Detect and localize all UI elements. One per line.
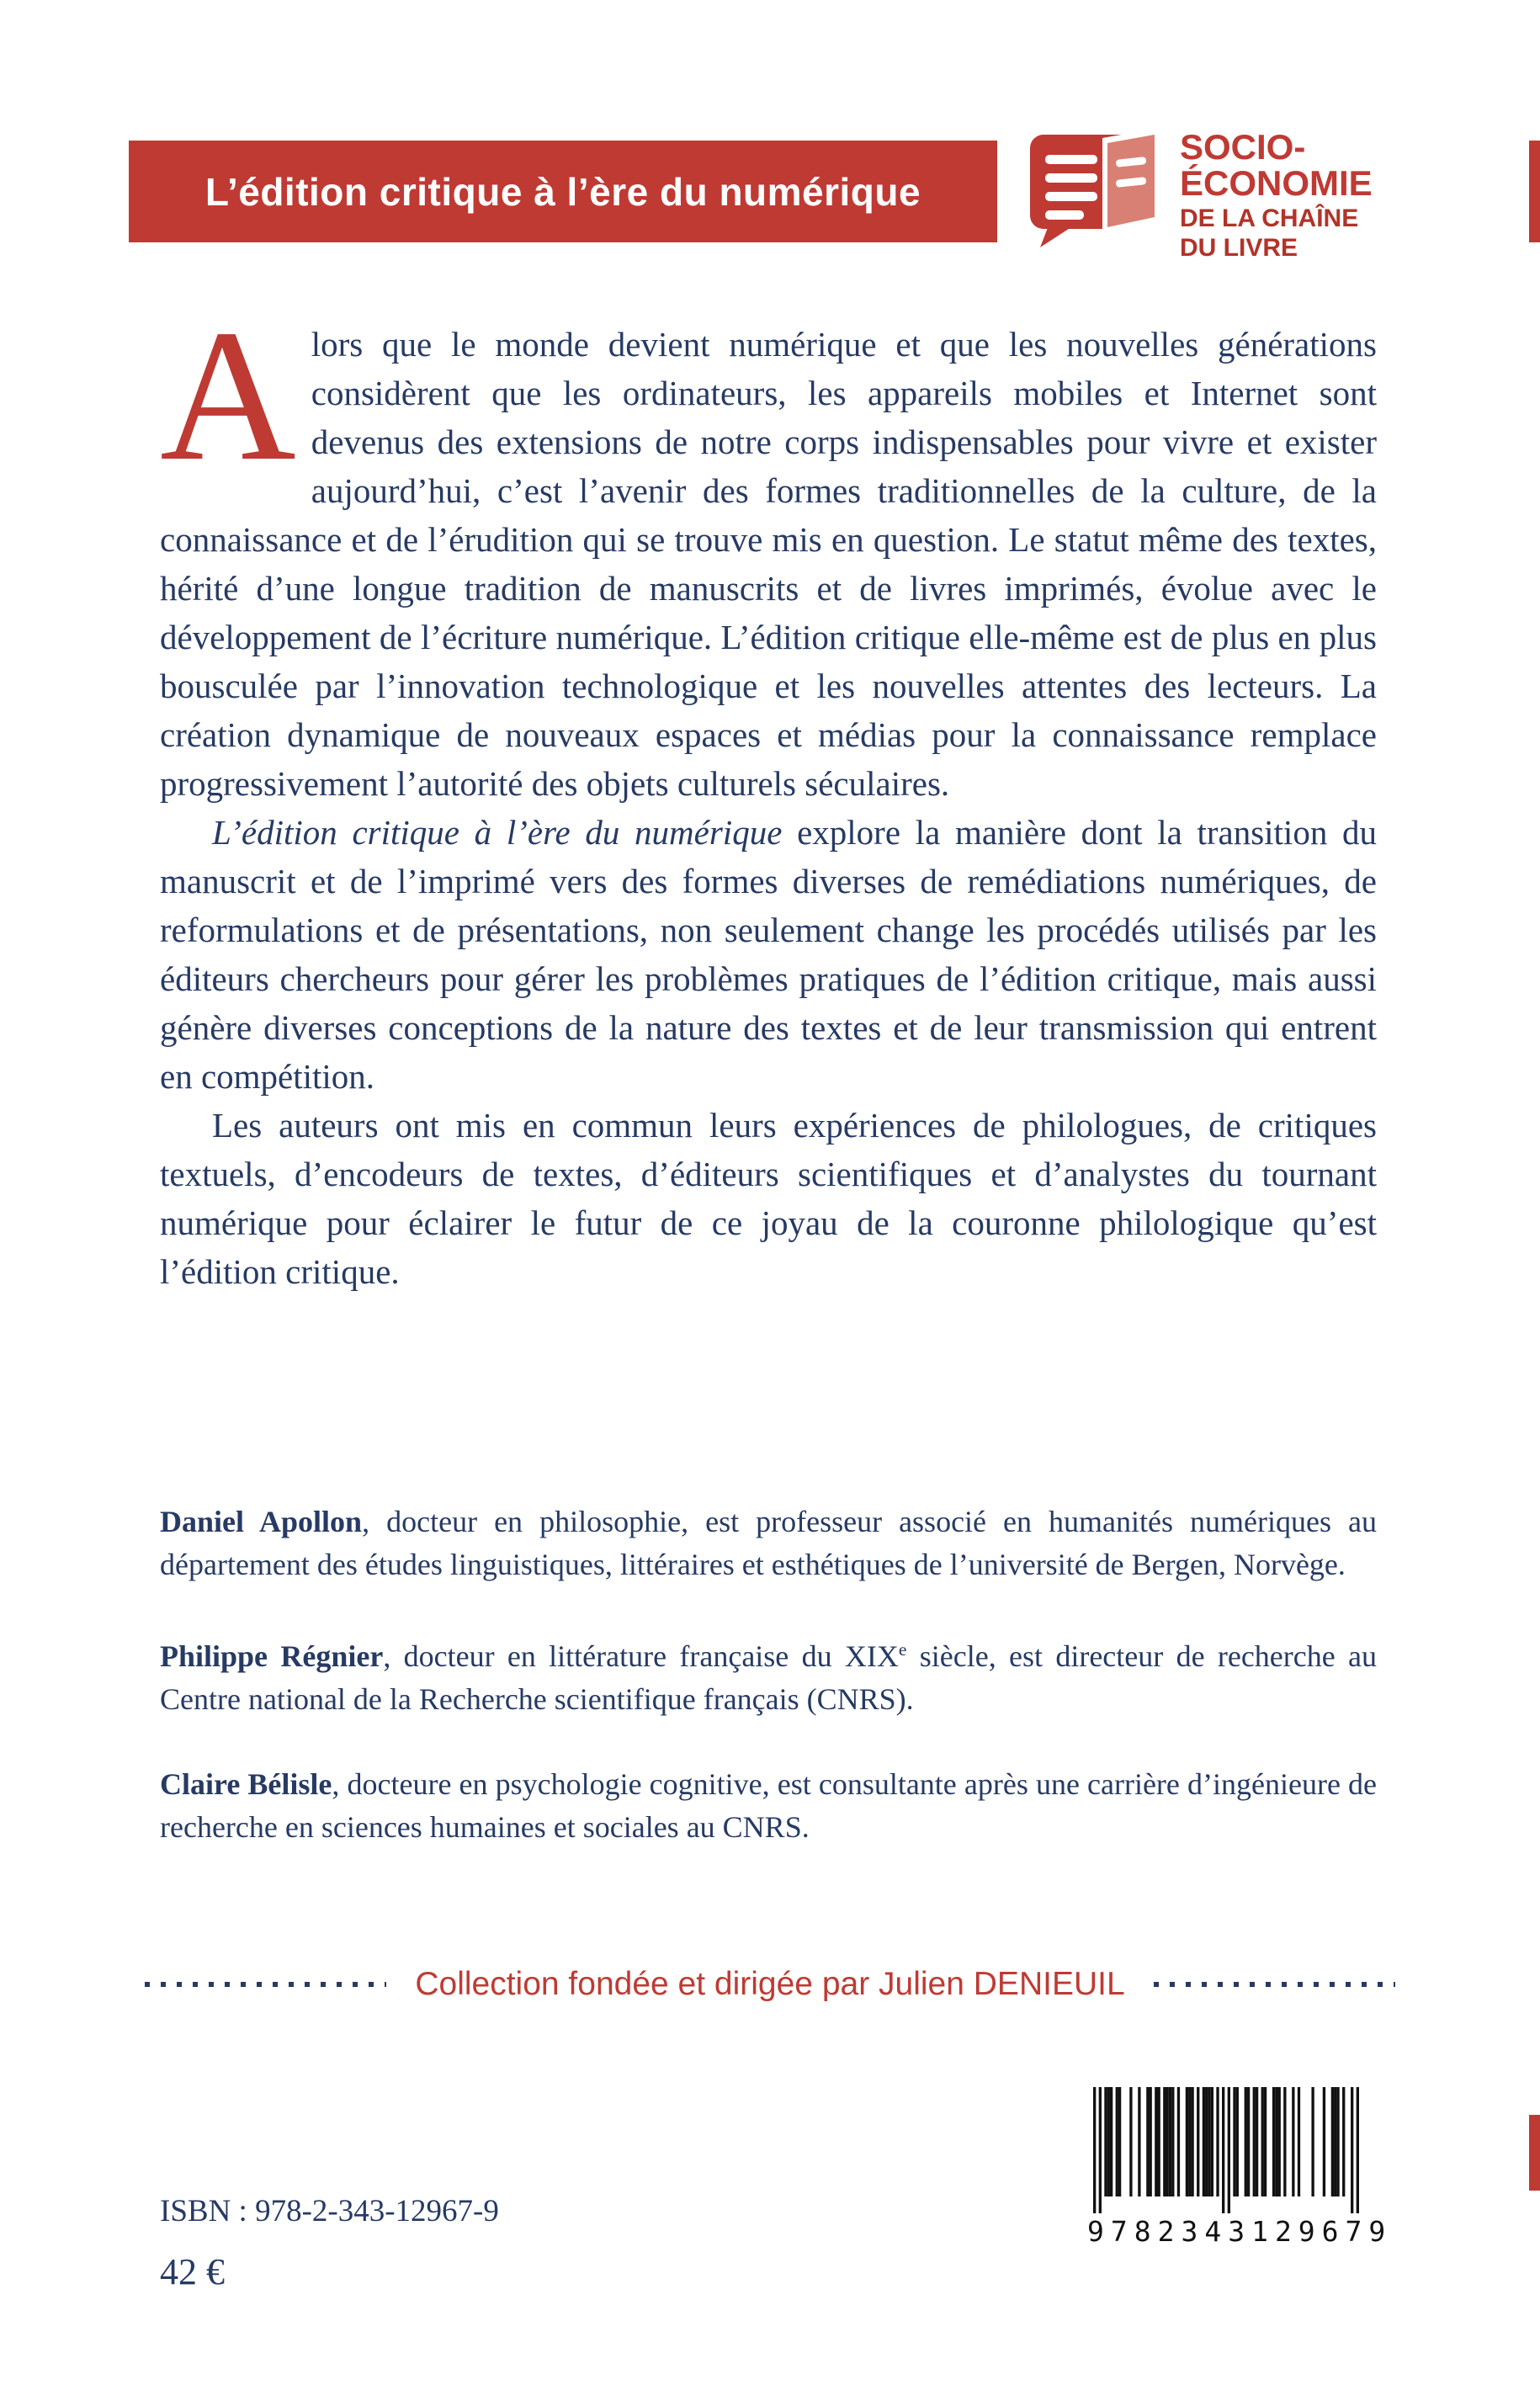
author-bio-2-text-a: , docteur en littérature française du XIX [383,1639,899,1673]
author-bio-1 [160,1501,1377,1586]
paragraph-1-text: lors que le monde devient numérique et que les nouvelles générations considèrent que les ordinateurs, les appareils mobiles et Internet sont devenus des extensions de notre corps indispensables pour vivre et exister aujourd’hui, c’est l’avenir des formes traditionnelles de la culture, de la connaissance et de l’érudition qui se trouve mis en question. Le statut même des textes, hérité d’une longue tradition de manuscrits et de livres imprimés, évolue avec le développement de l’écriture numérique. L’édition critique elle-même est de plus en plus bousculée par l’innovation technologique et les nouvelles attentes des lecteurs. La création dynamique de nouveaux espaces et médias pour la connaissance remplace progressivement l’autorité des objets culturels séculaires. [160,325,1377,803]
author-bio-3-text: , docteure en psychologie cognitive, est consultante après une carrière d’ingénieure de recherche en sciences humaines et sociales au CNRS. [160,1767,1377,1844]
book-speech-bubble-icon [1028,126,1161,249]
publisher-logo-text [1180,126,1373,262]
author-bio-3 [160,1763,1377,1849]
back-cover-text [160,291,1377,1296]
author-bio-1-text: , docteur en philosophie, est professeur associé en humanités numériques au département des études linguistiques, littéraires et esthétiques de l’université de Bergen, Norvège. [160,1505,1378,1581]
collection-line [145,1966,1395,2003]
paragraph-3 [160,1101,1377,1296]
author-bio-2-text-b: siècle, est directeur de recherche au Centre national de la Recherche scientifique français (CNRS). [160,1639,1378,1716]
logo-line-4: DU LIVRE [1180,234,1298,263]
cover-bleed-top [1529,141,1540,242]
book-title: L’édition critique à l’ère du numérique [204,169,921,214]
author-name-1: Daniel Apollon [160,1505,363,1538]
author-bio-2 [160,1628,1377,1721]
author-name-2: Philippe Régnier [160,1639,384,1673]
paragraph-2 [160,808,1377,1101]
logo-line-3: DE LA CHAÎNE [1180,204,1359,232]
dotted-divider-right [1154,1982,1395,1987]
drop-cap: A [160,291,296,500]
paragraph-1 [160,291,1377,808]
author-name-3: Claire Bélisle [160,1767,332,1801]
barcode-digits: 9782343129679 [1087,2215,1393,2248]
paragraph-3-text: Les auteurs ont mis en commun leurs expériences de philologues, de critiques textuels, d’encodeurs de textes, d’éditeurs scientifiques et d’analystes du tournant numérique pour éclairer le futur de ce joyau de la couronne philologique qu’est l’édition critique. [160,1106,1377,1291]
dotted-divider-left [145,1982,386,1987]
logo-line-2: ÉCONOMIE [1180,162,1373,203]
paragraph-2-text: explore la manière dont la transition du manuscrit et de l’imprimé vers des formes diverses de remédiations numériques, de reformulations et de présentations, non seulement change les procédés utilisés par les éditeurs chercheurs pour gérer les problèmes pratiques de l’édition critique, mais aussi génère diverses conceptions de la nature des textes et de leur transmission qui entrent en compétition. [160,813,1377,1096]
price-text: 42 € [160,2251,225,2292]
collection-text: Collection fondée et dirigée par Julien DENIEUIL [415,1966,1125,2002]
author-bios [160,1501,1377,1891]
cover-bleed-bottom [1529,2115,1540,2191]
publisher-logo [1028,126,1373,262]
barcode-bars [1093,2087,1359,2213]
isbn-text: ISBN : 978-2-343-12967-9 [160,2194,499,2228]
logo-line-1: SOCIO- [1180,127,1306,167]
book-title-italic: L’édition critique à l’ère du numérique [212,813,783,852]
barcode [1087,2087,1393,2248]
superscript-e: e [898,1639,907,1660]
title-banner [129,141,997,242]
